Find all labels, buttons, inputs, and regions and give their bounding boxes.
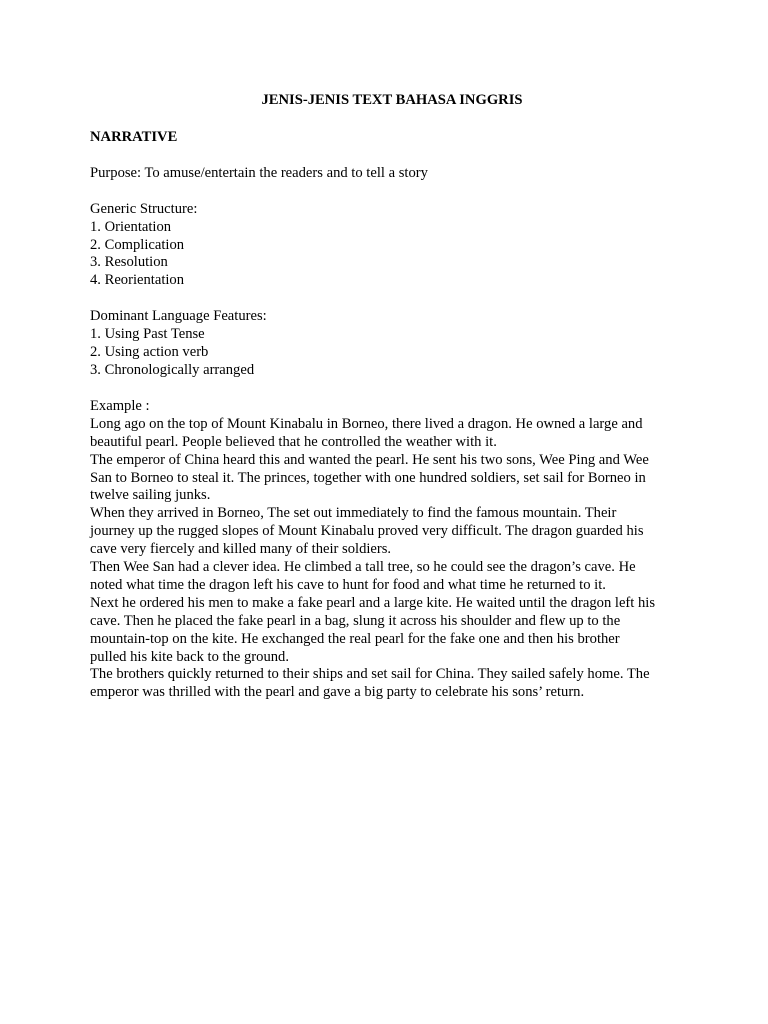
story-line: noted what time the dragon left his cave to hunt for food and what time he returned to it. xyxy=(90,576,606,593)
language-features-block xyxy=(90,308,690,380)
story-line: pulled his kite back to the ground. xyxy=(90,648,290,665)
story-line: beautiful pearl. People believed that he controlled the weather with it. xyxy=(90,433,497,450)
story-line: mountain-top on the kite. He exchanged the real pearl for the fake one and then his brother xyxy=(90,630,620,647)
feature-item: 2. Using action verb xyxy=(90,344,209,361)
language-features-heading: Dominant Language Features: xyxy=(90,308,267,325)
section-title: NARRATIVE xyxy=(90,128,178,145)
generic-structure-block xyxy=(90,201,690,291)
story-line: cave very fiercely and killed many of their soldiers. xyxy=(90,541,392,558)
story-line: twelve sailing junks. xyxy=(90,487,211,504)
story-line: The brothers quickly returned to their ships and set sail for China. They sailed safely home. The xyxy=(90,666,650,683)
structure-item: 4. Reorientation xyxy=(90,272,185,289)
purpose-text: Purpose: To amuse/entertain the readers and to tell a story xyxy=(90,164,428,181)
document-page xyxy=(90,92,690,702)
generic-structure-heading: Generic Structure: xyxy=(90,200,198,217)
example-heading: Example : xyxy=(90,397,150,414)
story-line: emperor was thrilled with the pearl and gave a big party to celebrate his sons’ return. xyxy=(90,684,585,701)
story-line: cave. Then he placed the fake pearl in a bag, slung it across his shoulder and flew up to the xyxy=(90,612,621,629)
story-line: Long ago on the top of Mount Kinabalu in Borneo, there lived a dragon. He owned a large and xyxy=(90,415,643,432)
structure-item: 1. Orientation xyxy=(90,218,172,235)
story-line: The emperor of China heard this and wanted the pearl. He sent his two sons, Wee Ping and Wee xyxy=(90,451,649,468)
structure-item: 3. Resolution xyxy=(90,254,168,271)
feature-item: 1. Using Past Tense xyxy=(90,326,205,343)
story-line: When they arrived in Borneo, The set out immediately to find the famous mountain. Their xyxy=(90,505,617,522)
story-line: Next he ordered his men to make a fake pearl and a large kite. He waited until the dragon left his xyxy=(90,594,656,611)
story-line: San to Borneo to steal it. The princes, together with one hundred soldiers, set sail for Borneo in xyxy=(90,469,646,486)
feature-item: 3. Chronologically arranged xyxy=(90,361,255,378)
document-title: JENIS-JENIS TEXT BAHASA INGGRIS xyxy=(261,92,523,108)
story-line: Then Wee San had a clever idea. He climbed a tall tree, so he could see the dragon’s cave. He xyxy=(90,559,636,576)
story-line: journey up the rugged slopes of Mount Kinabalu proved very difficult. The dragon guarded his xyxy=(90,523,644,540)
example-block xyxy=(90,398,690,702)
structure-item: 2. Complication xyxy=(90,236,185,253)
